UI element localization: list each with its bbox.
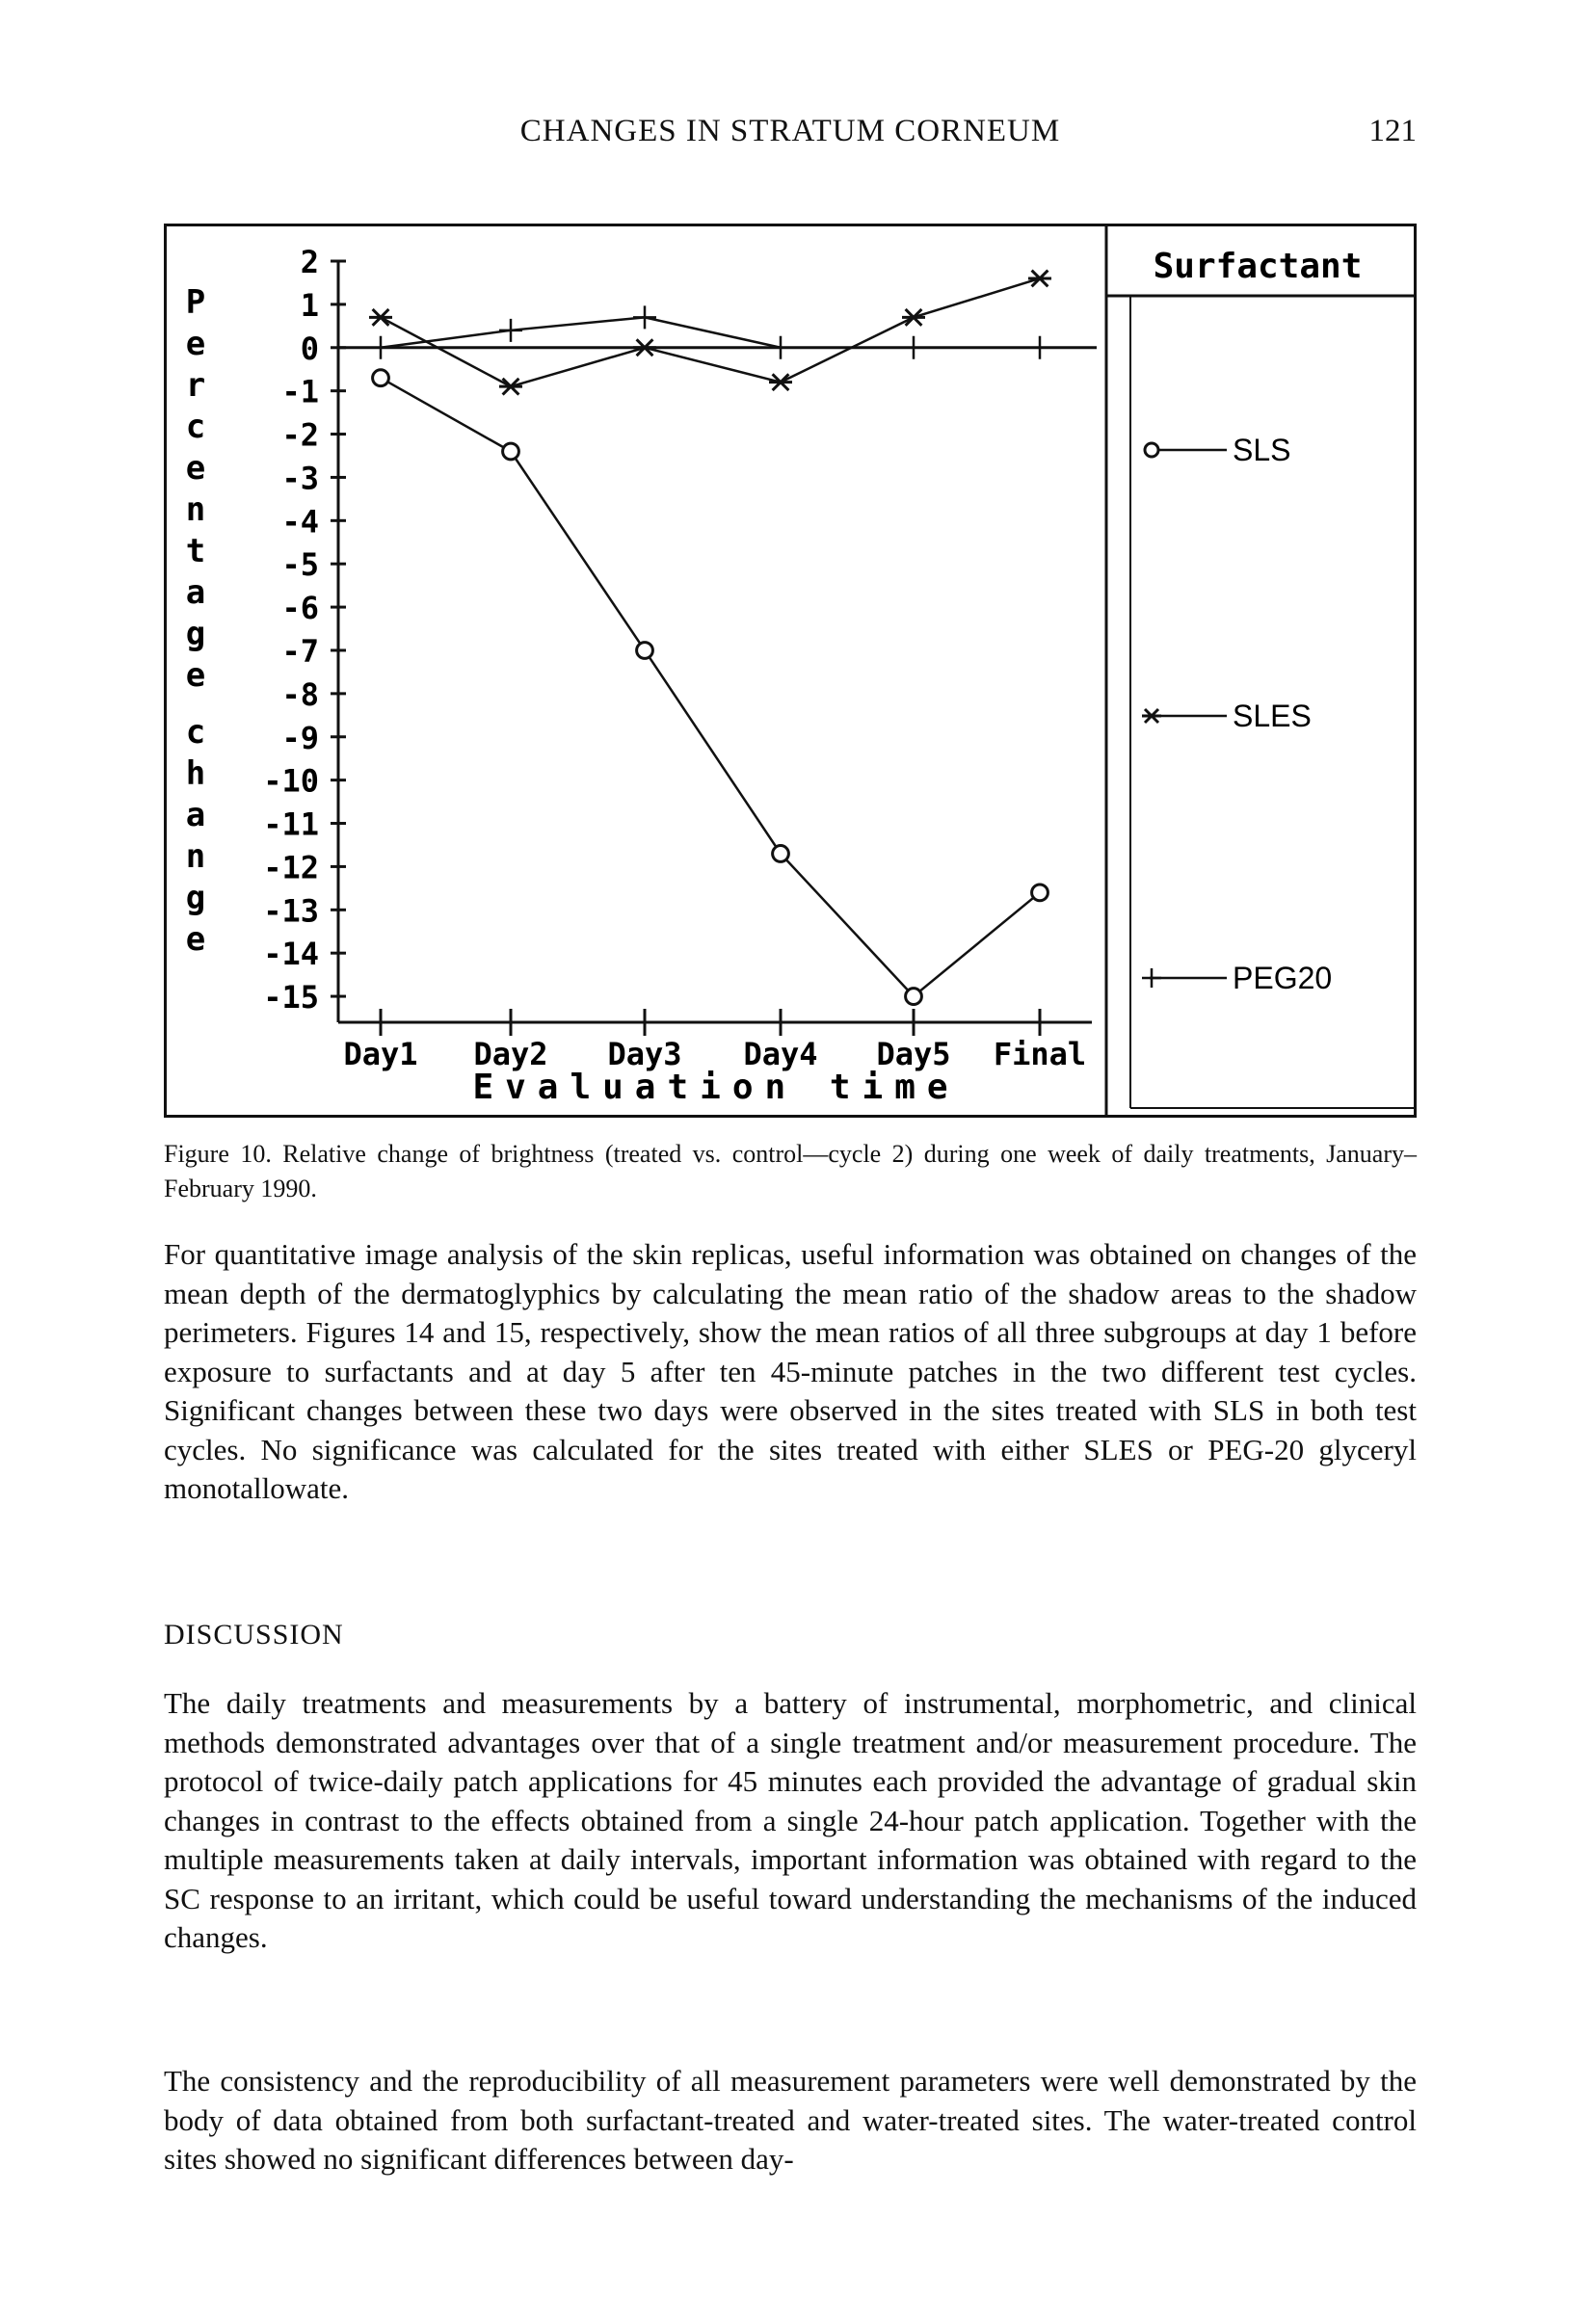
y-label-glyph: n: [185, 490, 206, 529]
legend-item-sles: [1142, 699, 1312, 733]
peg20-point: [769, 336, 792, 359]
y-label-glyph: a: [185, 796, 206, 834]
paragraph-1: For quantitative image analysis of the skin replicas, useful information was obtained on changes of the mean depth of the dermatoglyphics by calculating the mean ratio of the shadow areas to the shadow perimeters. Figures 14 and 15, respectively, show the mean ratios of all three subgroups at day 1 before exposure to surfactants and at day 5 after ten 45-minute patches in the two different test cycles. Significant changes between these two days were observed in the sites treated with SLS in both test cycles. No significance was calculated for the sites treated with either SLES or PEG-20 glyceryl monotallowate.: [164, 1237, 1417, 1505]
sles-point: [633, 339, 656, 356]
y-tick-label: -1: [281, 373, 319, 410]
y-tick-label: -9: [281, 719, 319, 756]
caption-label: Figure 10.: [164, 1140, 272, 1168]
series-sls: [373, 370, 1048, 1005]
legend-title: Surfactant: [1153, 247, 1363, 286]
x-tick-label: Final: [993, 1036, 1087, 1072]
x-tick-label: Day3: [607, 1036, 682, 1072]
sles-point: [1028, 271, 1051, 287]
sls-point: [503, 443, 519, 460]
line-chart: [167, 226, 1414, 1115]
paragraph-2: The daily treatments and measurements by a battery of instrumental, morphometric, and clinical methods demonstrated advantages over that of a single treatment and/or measurement procedure. The protocol of twice-daily patch applications for 45 minutes each provided the advantage of gradual skin changes in contrast to the effects obtained from a single 24-hour patch application. Together with the multiple measurements taken at daily intervals, important information was obtained with regard to the SC response to an irritant, which could be useful toward understanding the mechanisms of the induced changes.: [164, 1686, 1417, 1954]
y-tick-label: -3: [281, 460, 319, 497]
y-tick-label: -11: [263, 805, 319, 843]
y-tick-label: 2: [300, 244, 319, 280]
x-tick-label: Day5: [876, 1036, 951, 1072]
figure-10: [164, 224, 1417, 1118]
y-label-glyph: e: [185, 656, 206, 695]
y-tick-label: -12: [263, 849, 319, 886]
y-tick-label: -2: [281, 416, 319, 454]
series-peg20: [369, 305, 1051, 358]
y-tick-label: -13: [263, 892, 319, 930]
y-label-glyph: a: [185, 573, 206, 612]
section-heading: DISCUSSION: [164, 1619, 344, 1651]
y-tick-label: 0: [300, 330, 319, 367]
y-tick-label: -4: [281, 503, 319, 541]
sls-point: [1145, 443, 1158, 457]
y-label-glyph: c: [185, 408, 206, 446]
y-label-glyph: n: [185, 837, 206, 876]
page-number: 121: [1368, 114, 1417, 148]
y-tick-label: -5: [281, 546, 319, 584]
series-line: [381, 378, 1040, 996]
peg20-point: [902, 336, 925, 359]
series-line: [381, 317, 1040, 347]
running-title: CHANGES IN STRATUM CORNEUM: [519, 114, 1061, 148]
legend-label: PEG20: [1233, 961, 1333, 995]
y-label-glyph: e: [185, 325, 206, 363]
sles-point: [902, 309, 925, 326]
legend-label: SLS: [1233, 433, 1291, 467]
sls-point: [773, 846, 789, 862]
x-axis-title: Evaluation time: [472, 1068, 960, 1107]
sls-point: [637, 643, 653, 659]
y-tick-label: -6: [281, 590, 319, 627]
y-tick-label: 1: [300, 286, 319, 324]
y-axis-label: [186, 283, 205, 959]
y-label-glyph: r: [185, 366, 206, 405]
legend: [1106, 226, 1414, 1115]
y-tick-label: -7: [281, 632, 319, 670]
y-tick-label: -15: [263, 979, 319, 1017]
y-tick-label: -14: [263, 936, 319, 973]
y-tick-label: -10: [263, 762, 319, 800]
y-label-glyph: e: [185, 449, 206, 488]
x-tick-label: Day4: [743, 1036, 818, 1072]
caption-text: Relative change of brightness (treated vs. control—cycle 2) during one week of daily treatments, January–February 1990.: [164, 1140, 1418, 1202]
paragraph-3: The consistency and the reproducibility of all measurement parameters were well demonstrated by the body of data obtained from both surfactant-treated and water-treated sites. The water-treated control sites showed no significant differences between day-: [164, 2064, 1417, 2176]
peg20-point: [499, 319, 522, 342]
sls-point: [1032, 885, 1048, 901]
y-label-glyph: h: [185, 754, 206, 793]
peg20-point: [633, 305, 656, 329]
sls-point: [906, 989, 922, 1005]
legend-label: SLES: [1233, 699, 1312, 733]
y-label-glyph: t: [185, 532, 206, 570]
x-tick-label: Day2: [473, 1036, 548, 1072]
y-label-glyph: e: [185, 920, 206, 959]
sles-point: [769, 374, 792, 390]
sls-point: [373, 370, 389, 386]
y-label-glyph: g: [185, 879, 206, 917]
x-tick-label: Day1: [343, 1036, 418, 1072]
y-label-glyph: c: [185, 713, 206, 752]
y-label-glyph: P: [185, 283, 206, 322]
running-header: [164, 114, 1417, 160]
figure-caption: [164, 1137, 1417, 1206]
peg20-point: [369, 336, 392, 359]
legend-item-sls: [1145, 433, 1290, 467]
y-tick-label: -8: [281, 675, 319, 713]
peg20-point: [1028, 336, 1051, 359]
y-label-glyph: g: [185, 615, 206, 653]
peg20-point: [1142, 968, 1161, 988]
legend-item-peg20: [1142, 961, 1332, 995]
sles-point: [1142, 709, 1161, 723]
